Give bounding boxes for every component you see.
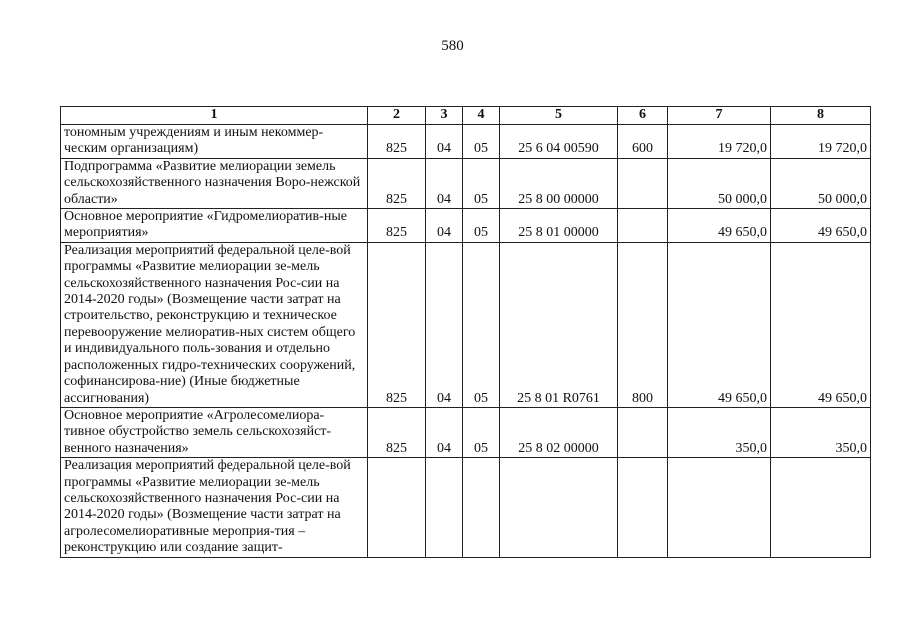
cell-amount: 350,0: [668, 407, 771, 457]
row-name: Реализация мероприятий федеральной целе-вой программы «Развитие мелиорации зе-мель сельскохозяйственного назначения Рос-сии на 2014-2020 годы» (Возмещение части затрат на строительство, реконструкцию и техническое перевооружение мелиоратив-ных систем общего и индивидуального поль-зования и отдельно расположенных гидро-технических сооружений, софинансирова-ние) (Иные бюджетные ассигнования): [61, 242, 368, 407]
column-header: 7: [668, 107, 771, 125]
column-header: 8: [771, 107, 871, 125]
cell-section: 04: [426, 158, 463, 208]
page-number: 580: [441, 38, 464, 54]
cell-section: 04: [426, 209, 463, 243]
cell-target: 25 6 04 00590: [500, 125, 618, 159]
cell-target: 25 8 01 00000: [500, 209, 618, 243]
cell-amount: 49 650,0: [771, 242, 871, 407]
row-name: Основное мероприятие «Агролесомелиора-тивное обустройство земель сельскохозяйст-венного назначения»: [61, 407, 368, 457]
column-header: 6: [618, 107, 668, 125]
row-name: Реализация мероприятий федеральной целе-вой программы «Развитие мелиорации зе-мель сельскохозяйственного назначения Рос-сии на 2014-2020 годы» (Возмещение части затрат на агролесомелиоративные мероприя-тия – реконструкцию или создание защит-: [61, 458, 368, 557]
cell-subsection: 05: [463, 242, 500, 407]
cell-amount: 49 650,0: [668, 209, 771, 243]
cell-code: [368, 458, 426, 557]
table-row: [61, 125, 871, 159]
cell-subsection: [463, 458, 500, 557]
cell-amount: [668, 458, 771, 557]
row-name: Основное мероприятие «Гидромелиоратив-ные мероприятия»: [61, 209, 368, 243]
cell-subsection: 05: [463, 407, 500, 457]
table-row: [61, 458, 871, 557]
cell-section: 04: [426, 125, 463, 159]
cell-amount: 50 000,0: [771, 158, 871, 208]
row-name: тономным учреждениям и иным некоммер-ческим организациям): [61, 125, 368, 159]
cell-type: [618, 209, 668, 243]
cell-subsection: 05: [463, 209, 500, 243]
table-row: [61, 407, 871, 457]
cell-amount: 50 000,0: [668, 158, 771, 208]
cell-target: 25 8 01 R0761: [500, 242, 618, 407]
cell-code: 825: [368, 158, 426, 208]
column-header: 4: [463, 107, 500, 125]
cell-subsection: 05: [463, 125, 500, 159]
table-row: [61, 209, 871, 243]
cell-amount: 49 650,0: [668, 242, 771, 407]
cell-amount: 19 720,0: [771, 125, 871, 159]
cell-code: 825: [368, 407, 426, 457]
column-header: 5: [500, 107, 618, 125]
table-row: [61, 242, 871, 407]
cell-subsection: 05: [463, 158, 500, 208]
cell-type: [618, 458, 668, 557]
cell-section: 04: [426, 242, 463, 407]
cell-type: 600: [618, 125, 668, 159]
table-header-row: [61, 107, 871, 125]
budget-table: [60, 106, 871, 558]
cell-section: [426, 458, 463, 557]
cell-type: [618, 158, 668, 208]
row-name: Подпрограмма «Развитие мелиорации земель сельскохозяйственного назначения Воро-нежской области»: [61, 158, 368, 208]
cell-target: [500, 458, 618, 557]
column-header: 1: [61, 107, 368, 125]
cell-amount: [771, 458, 871, 557]
column-header: 2: [368, 107, 426, 125]
cell-code: 825: [368, 209, 426, 243]
cell-section: 04: [426, 407, 463, 457]
cell-code: 825: [368, 242, 426, 407]
cell-code: 825: [368, 125, 426, 159]
cell-target: 25 8 00 00000: [500, 158, 618, 208]
column-header: 3: [426, 107, 463, 125]
cell-target: 25 8 02 00000: [500, 407, 618, 457]
table-row: [61, 158, 871, 208]
cell-amount: 350,0: [771, 407, 871, 457]
cell-type: 800: [618, 242, 668, 407]
cell-type: [618, 407, 668, 457]
cell-amount: 19 720,0: [668, 125, 771, 159]
cell-amount: 49 650,0: [771, 209, 871, 243]
